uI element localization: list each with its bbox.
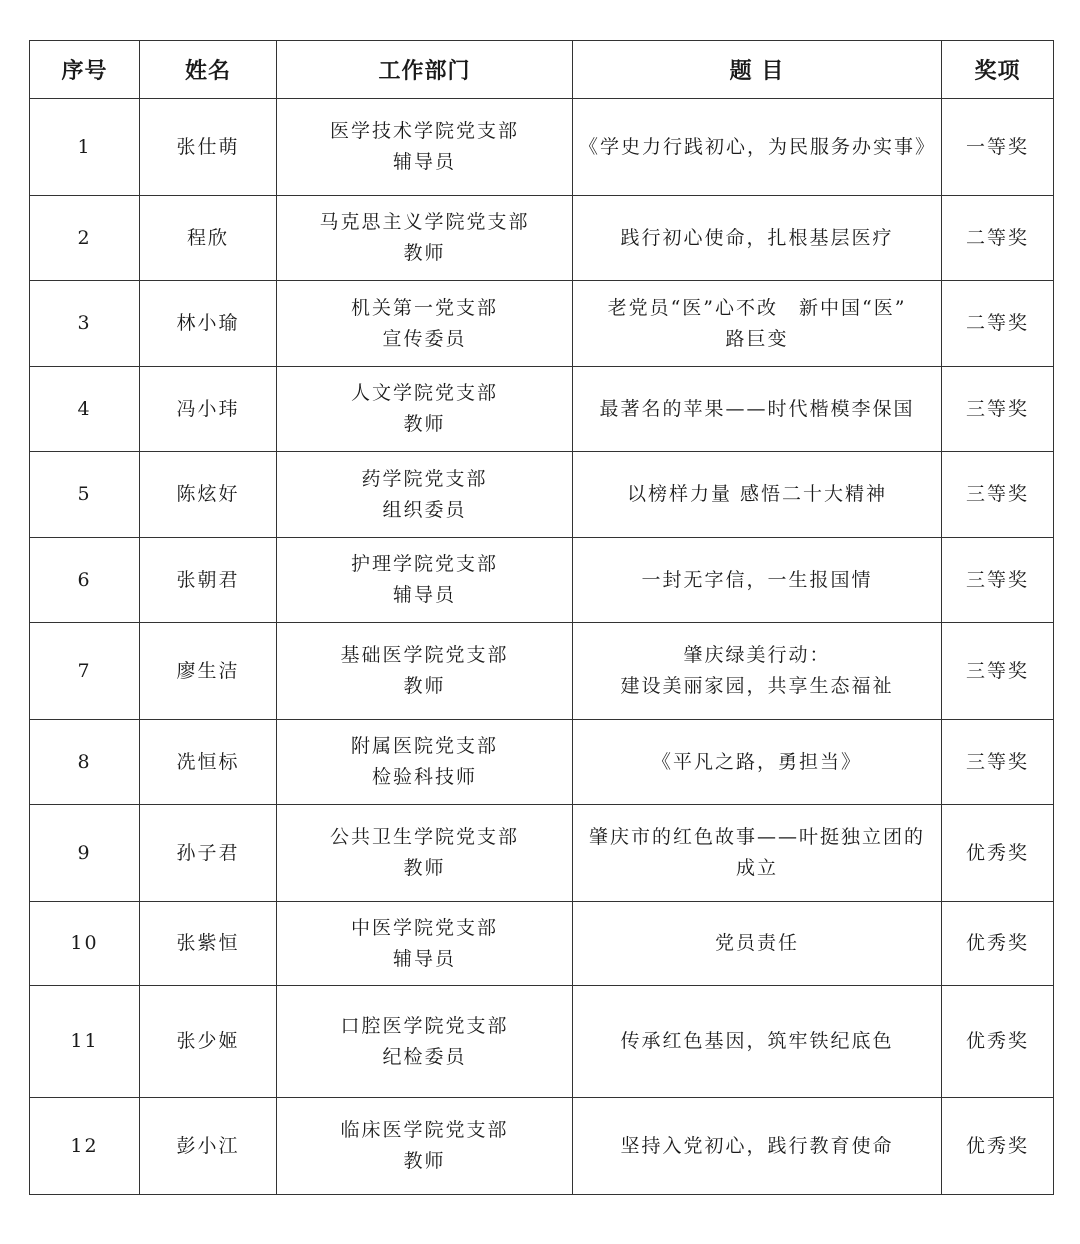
- cell-index: 4: [30, 367, 140, 452]
- department-line: 马克思主义学院党支部: [319, 211, 530, 233]
- cell-index: 9: [30, 805, 140, 902]
- table-row: [30, 623, 1054, 720]
- cell-department: [277, 452, 573, 538]
- cell-department: [277, 99, 573, 196]
- cell-title: [573, 196, 942, 281]
- cell-name: 程欣: [140, 196, 277, 281]
- cell-name: 孙子君: [140, 805, 277, 902]
- cell-index: 3: [30, 281, 140, 367]
- title-line: 老党员“医”心不改 新中国“医”: [607, 296, 907, 319]
- table-row: [30, 281, 1054, 367]
- cell-index: 8: [30, 720, 140, 805]
- header-row: [30, 41, 1054, 99]
- cell-award: 二等奖: [942, 281, 1054, 367]
- header-name: 姓名: [140, 41, 277, 99]
- department-line: 中医学院党支部: [350, 916, 498, 939]
- cell-name: 冼恒标: [140, 720, 277, 805]
- header-index: 序号: [30, 41, 140, 99]
- cell-name: 廖生洁: [140, 623, 277, 720]
- table-row: [30, 452, 1054, 538]
- department-line: 口腔医学院党支部: [340, 1014, 509, 1037]
- department-line: 人文学院党支部: [350, 382, 498, 404]
- cell-title: [573, 986, 942, 1098]
- cell-award: 优秀奖: [942, 1098, 1054, 1195]
- position-line: 教师: [403, 857, 446, 879]
- cell-title: [573, 623, 942, 720]
- cell-department: [277, 1098, 573, 1195]
- table-row: [30, 805, 1054, 902]
- table-row: [30, 986, 1054, 1098]
- title-line-2: 路巨变: [725, 327, 789, 350]
- cell-department: [277, 196, 573, 281]
- department-line: 机关第一党支部: [350, 296, 498, 319]
- header-title: 题 目: [573, 41, 942, 99]
- cell-award: 三等奖: [942, 720, 1054, 805]
- department-line: 公共卫生学院党支部: [329, 826, 519, 848]
- department-line: 护理学院党支部: [350, 553, 498, 575]
- table-row: [30, 720, 1054, 805]
- table-row: [30, 196, 1054, 281]
- cell-name: 冯小玮: [140, 367, 277, 452]
- title-line: 党员责任: [714, 932, 799, 954]
- cell-title: [573, 1098, 942, 1195]
- cell-department: [277, 367, 573, 452]
- title-line: 传承红色基因，筑牢铁纪底色: [620, 1030, 894, 1052]
- title-line: 《平凡之路，勇担当》: [651, 750, 862, 773]
- department-line: 附属医院党支部: [350, 735, 498, 757]
- cell-index: 7: [30, 623, 140, 720]
- table-body: [30, 99, 1054, 1195]
- table-header: [30, 41, 1054, 99]
- position-line: 纪检委员: [382, 1045, 467, 1068]
- cell-title: [573, 452, 942, 538]
- cell-name: 张紫恒: [140, 902, 277, 986]
- table-row: [30, 902, 1054, 986]
- title-line-2: 建设美丽家园，共享生态福祉: [620, 675, 894, 697]
- position-line: 辅导员: [392, 151, 456, 173]
- position-line: 辅导员: [392, 584, 456, 606]
- title-line: 以榜样力量 感悟二十大精神: [626, 483, 888, 505]
- cell-name: 张少姬: [140, 986, 277, 1098]
- table-row: [30, 367, 1054, 452]
- header-department: 工作部门: [277, 41, 573, 99]
- department-line: 基础医学院党支部: [340, 644, 509, 666]
- cell-department: [277, 902, 573, 986]
- cell-index: 12: [30, 1098, 140, 1195]
- cell-award: 三等奖: [942, 623, 1054, 720]
- position-line: 组织委员: [382, 498, 467, 521]
- cell-award: 三等奖: [942, 538, 1054, 623]
- cell-name: 张仕萌: [140, 99, 277, 196]
- cell-award: 优秀奖: [942, 986, 1054, 1098]
- department-line: 医学技术学院党支部: [329, 120, 519, 142]
- cell-department: [277, 805, 573, 902]
- cell-name: 陈炫好: [140, 452, 277, 538]
- table-row: [30, 99, 1054, 196]
- cell-name: 张朝君: [140, 538, 277, 623]
- title-line: 肇庆绿美行动：: [683, 644, 831, 666]
- cell-award: 一等奖: [942, 99, 1054, 196]
- cell-index: 10: [30, 902, 140, 986]
- cell-department: [277, 281, 573, 367]
- table-row: [30, 1098, 1054, 1195]
- cell-award: 三等奖: [942, 452, 1054, 538]
- title-line: 肇庆市的红色故事——叶挺独立团的: [588, 826, 925, 848]
- title-line-2: 成立: [735, 857, 778, 879]
- title-line: 坚持入党初心，践行教育使命: [620, 1134, 894, 1157]
- cell-name: 林小瑜: [140, 281, 277, 367]
- title-line: 《学史力行践初心，为民服务办实事》: [579, 135, 937, 158]
- cell-award: 二等奖: [942, 196, 1054, 281]
- position-line: 教师: [403, 675, 446, 697]
- cell-award: 优秀奖: [942, 805, 1054, 902]
- title-line: 践行初心使命，扎根基层医疗: [620, 226, 894, 249]
- cell-title: [573, 538, 942, 623]
- department-line: 临床医学院党支部: [340, 1119, 509, 1141]
- cell-index: 1: [30, 99, 140, 196]
- position-line: 辅导员: [392, 947, 456, 970]
- position-line: 检验科技师: [371, 766, 477, 788]
- cell-title: [573, 367, 942, 452]
- cell-department: [277, 538, 573, 623]
- cell-department: [277, 623, 573, 720]
- cell-index: 6: [30, 538, 140, 623]
- header-award: 奖项: [942, 41, 1054, 99]
- cell-title: [573, 902, 942, 986]
- position-line: 教师: [403, 1150, 446, 1172]
- cell-award: 优秀奖: [942, 902, 1054, 986]
- cell-award: 三等奖: [942, 367, 1054, 452]
- position-line: 教师: [403, 413, 446, 435]
- cell-title: [573, 99, 942, 196]
- table-row: [30, 538, 1054, 623]
- cell-title: [573, 281, 942, 367]
- title-line: 一封无字信，一生报国情: [641, 568, 873, 591]
- position-line: 教师: [403, 242, 446, 264]
- cell-index: 11: [30, 986, 140, 1098]
- cell-title: [573, 720, 942, 805]
- department-line: 药学院党支部: [361, 467, 488, 490]
- cell-index: 5: [30, 452, 140, 538]
- cell-title: [573, 805, 942, 902]
- cell-department: [277, 986, 573, 1098]
- cell-index: 2: [30, 196, 140, 281]
- awards-table: [29, 40, 1054, 1195]
- title-line: 最著名的苹果——时代楷模李保国: [599, 397, 915, 420]
- position-line: 宣传委员: [382, 327, 467, 350]
- cell-department: [277, 720, 573, 805]
- cell-name: 彭小江: [140, 1098, 277, 1195]
